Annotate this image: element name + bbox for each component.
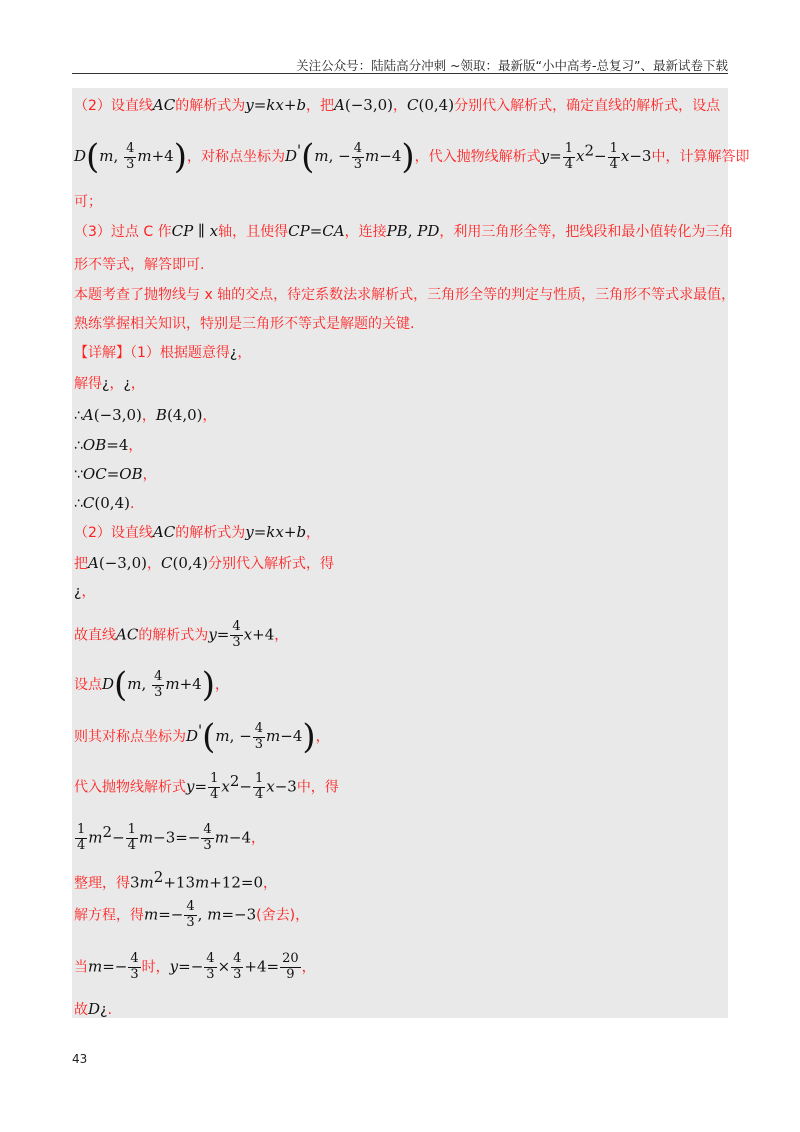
detail-equation: $\frac{1}{4}$ $m^2-$ $\frac{1}{4}$ m−3=− $\frac{4}{3}$ m−4， bbox=[77, 822, 266, 854]
detail-plug: 代入抛物线解析式y= $\frac{1}{4}$ $x^2-$ $\frac{1}{4}$ x−3中，得 bbox=[74, 771, 339, 803]
detail-arrange: 整理，得$3m^2+13m+12=0$， bbox=[74, 868, 277, 892]
detail-line-eq: 故直线AC的解析式为y= $\frac{4}{3}$ x+4， bbox=[74, 619, 289, 650]
page-header: 关注公众号：陆陆高分冲刺 ~领取：最新版“小中高考-总复习”、最新试卷下载 bbox=[296, 58, 728, 73]
summary-line1: 本题考查了抛物线与 x 轴的交点，待定系数法求解析式，三角形全等的判定与性质，三角形不等式求最值， bbox=[74, 287, 736, 303]
detail-symmetric: 则其对称点坐标为D'(m, − $\frac{4}{3}$ m−4)， bbox=[74, 717, 330, 757]
header-rule bbox=[72, 73, 728, 74]
analysis-p2-line3: 可； bbox=[74, 194, 102, 210]
detail-so-d: 故D¿. bbox=[74, 1000, 112, 1018]
analysis-p3-line2: 形不等式，解答即可. bbox=[74, 257, 205, 273]
page-number: 43 bbox=[72, 1052, 88, 1066]
detail-subst: 把A(−3,0)，C(0,4)分别代入解析式，得 bbox=[74, 554, 335, 572]
detail-oc: ∵OC=OB， bbox=[74, 465, 157, 483]
detail-solve: 解得¿，¿， bbox=[74, 376, 145, 392]
detail-when: 当m=− $\frac{4}{3}$ 时，y=− $\frac{4}{3}$ × $\frac{4}{3}$ +4= $\frac{20}{9}$ ， bbox=[74, 951, 316, 982]
analysis-p2-line1: （2）设直线AC的解析式为y=kx+b，把A(−3,0)，C(0,4)分别代入解析式，确定直线的解析式，设点 bbox=[74, 96, 721, 114]
detail-part1: 【详解】（1）根据题意得¿， bbox=[74, 345, 252, 361]
detail-point-c: ∴C(0,4). bbox=[74, 494, 135, 512]
detail-set-d: 设点D(m, $\frac{4}{3}$ m+4)， bbox=[74, 665, 229, 705]
detail-points-ab: ∴A(−3,0)，B(4,0)， bbox=[74, 406, 217, 424]
summary-line2: 熟练掌握相关知识，特别是三角形不等式是解题的关键. bbox=[74, 316, 415, 332]
analysis-p2-line2: D(m, $\frac{4}{3}$ m+4)，对称点坐标为D'(m, − $\frac{4}{3}$ m−4)，代入抛物线解析式y= $\frac{1}{4}$ $x^2-$ $\frac{1}{4}$ x−3中，计算解答即 bbox=[74, 137, 750, 177]
detail-ob: ∴OB=4， bbox=[74, 436, 143, 454]
detail-part2: （2）设直线AC的解析式为y=kx+b， bbox=[74, 523, 321, 541]
detail-subst-result: ¿， bbox=[74, 584, 96, 600]
detail-solve-eq: 解方程，得m=− $\frac{4}{3}$ , m=−3(舍去)， bbox=[74, 899, 310, 930]
analysis-p3-line1: （3）过点 C 作CP ∥ x轴，且使得CP=CA，连接PB, PD，利用三角形全等，把线段和最小值转化为三角 bbox=[74, 222, 734, 240]
